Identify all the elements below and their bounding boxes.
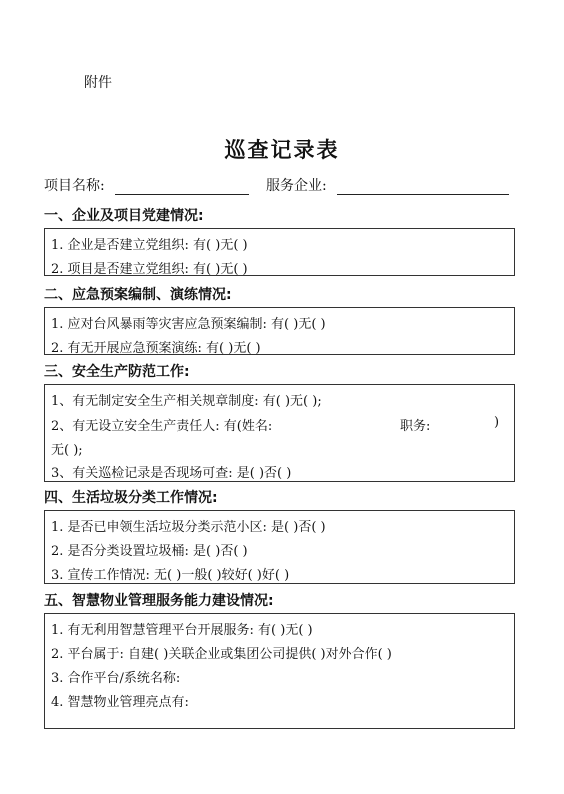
section-4-row-3: 3. 宣传工作情况: 无( )一般( )较好( )好( ) bbox=[51, 568, 290, 583]
section-3-row-3: 3、有关巡检记录是否现场可查: 是( )否( ) bbox=[51, 466, 292, 481]
section-3-row-2-job: 职务: bbox=[400, 419, 431, 434]
section-1-row-2: 2. 项目是否建立党组织: 有( )无( ) bbox=[51, 262, 248, 277]
section-5-box bbox=[44, 613, 515, 729]
section-3-row-1: 1、有无制定安全生产相关规章制度: 有( )无( ); bbox=[51, 394, 322, 409]
section-5-row-3: 3. 合作平台/系统名称: bbox=[51, 671, 181, 686]
section-5-row-2: 2. 平台属于: 自建( )关联企业或集团公司提供( )对外合作( ) bbox=[51, 647, 392, 662]
section-1-row-1: 1. 企业是否建立党组织: 有( )无( ) bbox=[51, 238, 248, 253]
service-company-field bbox=[266, 175, 509, 195]
section-2-row-2: 2. 有无开展应急预案演练: 有( )无( ) bbox=[51, 341, 261, 356]
section-1-box bbox=[44, 228, 515, 276]
section-2-row-1: 1. 应对台风暴雨等灾害应急预案编制: 有( )无( ) bbox=[51, 317, 326, 332]
section-2-heading: 二、应急预案编制、演练情况: bbox=[44, 287, 232, 303]
project-name-blank[interactable] bbox=[115, 180, 249, 195]
section-4-box bbox=[44, 510, 515, 584]
page-title: 巡查记录表 bbox=[224, 137, 340, 162]
section-3-box bbox=[44, 384, 515, 482]
section-3-row-2-close: ) bbox=[494, 415, 500, 430]
section-4-heading: 四、生活垃圾分类工作情况: bbox=[44, 490, 218, 506]
section-5-heading: 五、智慧物业管理服务能力建设情况: bbox=[44, 593, 274, 609]
section-3-heading: 三、安全生产防范工作: bbox=[44, 364, 190, 380]
section-2-box bbox=[44, 307, 515, 355]
section-3-row-2: 2、有无设立安全生产责任人: 有(姓名: bbox=[51, 419, 273, 434]
section-4-row-2: 2. 是否分类设置垃圾桶: 是( )否( ) bbox=[51, 544, 248, 559]
project-name-label: 项目名称: bbox=[44, 178, 105, 194]
section-5-row-4: 4. 智慧物业管理亮点有: bbox=[51, 695, 189, 710]
service-company-blank[interactable] bbox=[337, 180, 509, 195]
service-company-label: 服务企业: bbox=[266, 178, 327, 194]
section-4-row-1: 1. 是否已申领生活垃圾分类示范小区: 是( )否( ) bbox=[51, 520, 326, 535]
section-3-row-2-cont: 无( ); bbox=[51, 443, 83, 458]
attachment-label: 附件 bbox=[84, 75, 112, 91]
section-1-heading: 一、企业及项目党建情况: bbox=[44, 208, 204, 224]
project-name-field bbox=[44, 175, 249, 195]
section-5-row-1: 1. 有无利用智慧管理平台开展服务: 有( )无( ) bbox=[51, 623, 313, 638]
